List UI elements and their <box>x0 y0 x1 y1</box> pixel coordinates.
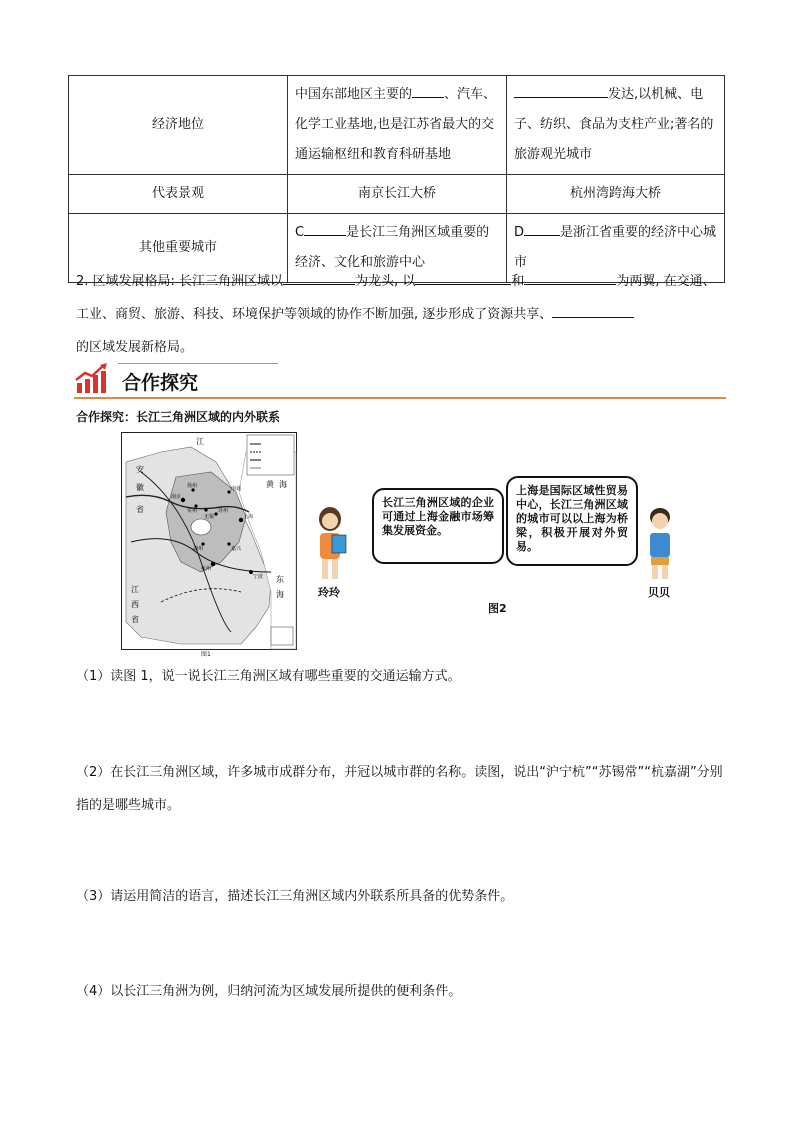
map-label: 海 <box>279 480 287 489</box>
heading-line-top <box>118 363 278 364</box>
boy-character-icon <box>640 505 680 583</box>
question-1: （1）读图 1，说一说长江三角洲区域有哪些重要的交通运输方式。 <box>76 669 461 684</box>
table-row <box>69 76 725 175</box>
girl-character-icon <box>310 505 350 583</box>
question-3: （3）请运用简洁的语言，描述长江三角洲区域内外联系所具备的优势条件。 <box>76 889 514 904</box>
figure2-caption: 图2 <box>488 602 507 615</box>
table-cell-label: 经济地位 <box>69 76 288 175</box>
cell-text: 发达,以机械、电子、纺织、食品为支柱产业;著名的旅游观光城市 <box>514 87 714 162</box>
fill-blank[interactable] <box>415 270 511 285</box>
cell-text: C <box>295 225 305 240</box>
table-cell: 南京长江大桥 <box>288 175 507 214</box>
table-cell <box>507 76 725 175</box>
map-label: 西 <box>131 600 139 609</box>
section-heading <box>74 359 726 399</box>
fill-blank[interactable] <box>283 270 355 285</box>
para-text: 和 <box>511 274 525 289</box>
table-cell-label: 代表景观 <box>69 175 288 214</box>
city-label: 常州 <box>187 508 198 514</box>
fill-blank[interactable] <box>524 270 616 285</box>
para-text: 为两翼, 在交通、工业、商贸、旅游、科技、环境保护等领域的协作不断加强, 逐步形成了资源共享、 <box>76 274 716 322</box>
figure2-dialogue <box>310 470 680 620</box>
cell-text: 、汽车、化学工业基地,也是江苏省最大的交通运输枢纽和教育科研基地 <box>295 87 497 162</box>
city-label: 杭州 <box>201 566 212 572</box>
cell-text: 是长江三角洲区域重要的经济、文化和旅游中心 <box>295 225 490 270</box>
map-label: 江 <box>131 585 139 594</box>
city-label: 南京 <box>171 494 182 500</box>
info-table <box>68 75 725 283</box>
sub-heading: 合作探究：长江三角洲区域的内外联系 <box>76 410 281 424</box>
cell-text: 是浙江省重要的经济中心城市 <box>514 225 717 270</box>
fill-blank[interactable] <box>304 221 346 236</box>
fill-blank[interactable] <box>514 83 608 98</box>
para-text: 2. 区域发展格局: 长江三角洲区域以 <box>76 274 284 289</box>
city-label: 上海 <box>243 514 254 520</box>
city-label: 扬州 <box>187 483 198 489</box>
table-cell-label: 其他重要城市 <box>69 214 288 283</box>
heading-divider <box>74 397 726 399</box>
character-name-right: 贝贝 <box>648 586 670 599</box>
speech-bubble-right: 上海是国际区域性贸易中心，长江三角洲区域的城市可以以上海为桥梁，积极开展对外贸易。 <box>506 476 638 566</box>
para-text: 的区域发展新格局。 <box>76 340 194 355</box>
section-title: 合作探究 <box>122 372 199 394</box>
city-label: 嘉兴 <box>231 546 242 552</box>
city-label: 无锡 <box>204 514 215 520</box>
para-text: 为龙头, 以 <box>355 274 416 289</box>
table-cell <box>288 76 507 175</box>
character-name-left: 玲玲 <box>318 586 340 599</box>
map-label: 黄 <box>266 480 274 489</box>
fill-blank[interactable] <box>552 303 634 318</box>
speech-bubble-left: 长江三角洲区域的企业可通过上海金融市场筹集发展资金。 <box>372 488 504 564</box>
question-4: （4）以长江三角洲为例，归纳河流为区域发展所提供的便利条件。 <box>76 984 462 999</box>
chart-growth-icon <box>74 363 110 395</box>
yangtze-delta-map <box>121 432 297 650</box>
fill-blank[interactable] <box>524 221 560 236</box>
city-label: 湖州 <box>193 546 204 552</box>
map-label: 省 <box>136 505 144 514</box>
paragraph-development-pattern <box>76 265 726 364</box>
map-label: 徽 <box>136 483 144 492</box>
table-row <box>69 175 725 214</box>
map-label: 省 <box>131 615 139 624</box>
city-label: 宁波 <box>253 574 264 580</box>
map-label: 海 <box>276 590 284 599</box>
cell-text: D <box>514 225 525 240</box>
fill-blank[interactable] <box>412 83 444 98</box>
map-label: 东 <box>276 575 284 584</box>
table-cell: 杭州湾跨海大桥 <box>507 175 725 214</box>
figure1-caption: 图1 <box>201 651 211 658</box>
city-label: 苏州 <box>218 508 229 514</box>
cell-text: 中国东部地区主要的 <box>295 87 413 102</box>
map-label: 安 <box>136 465 144 474</box>
map-label: 江 <box>196 437 204 446</box>
city-label: 南通 <box>231 486 242 492</box>
question-2: （2）在长江三角洲区域，许多城市成群分布，并冠以城市群的名称。读图，说出“沪宁杭”“苏锡常”“杭嘉湖”分别指的是哪些城市。 <box>76 765 723 813</box>
